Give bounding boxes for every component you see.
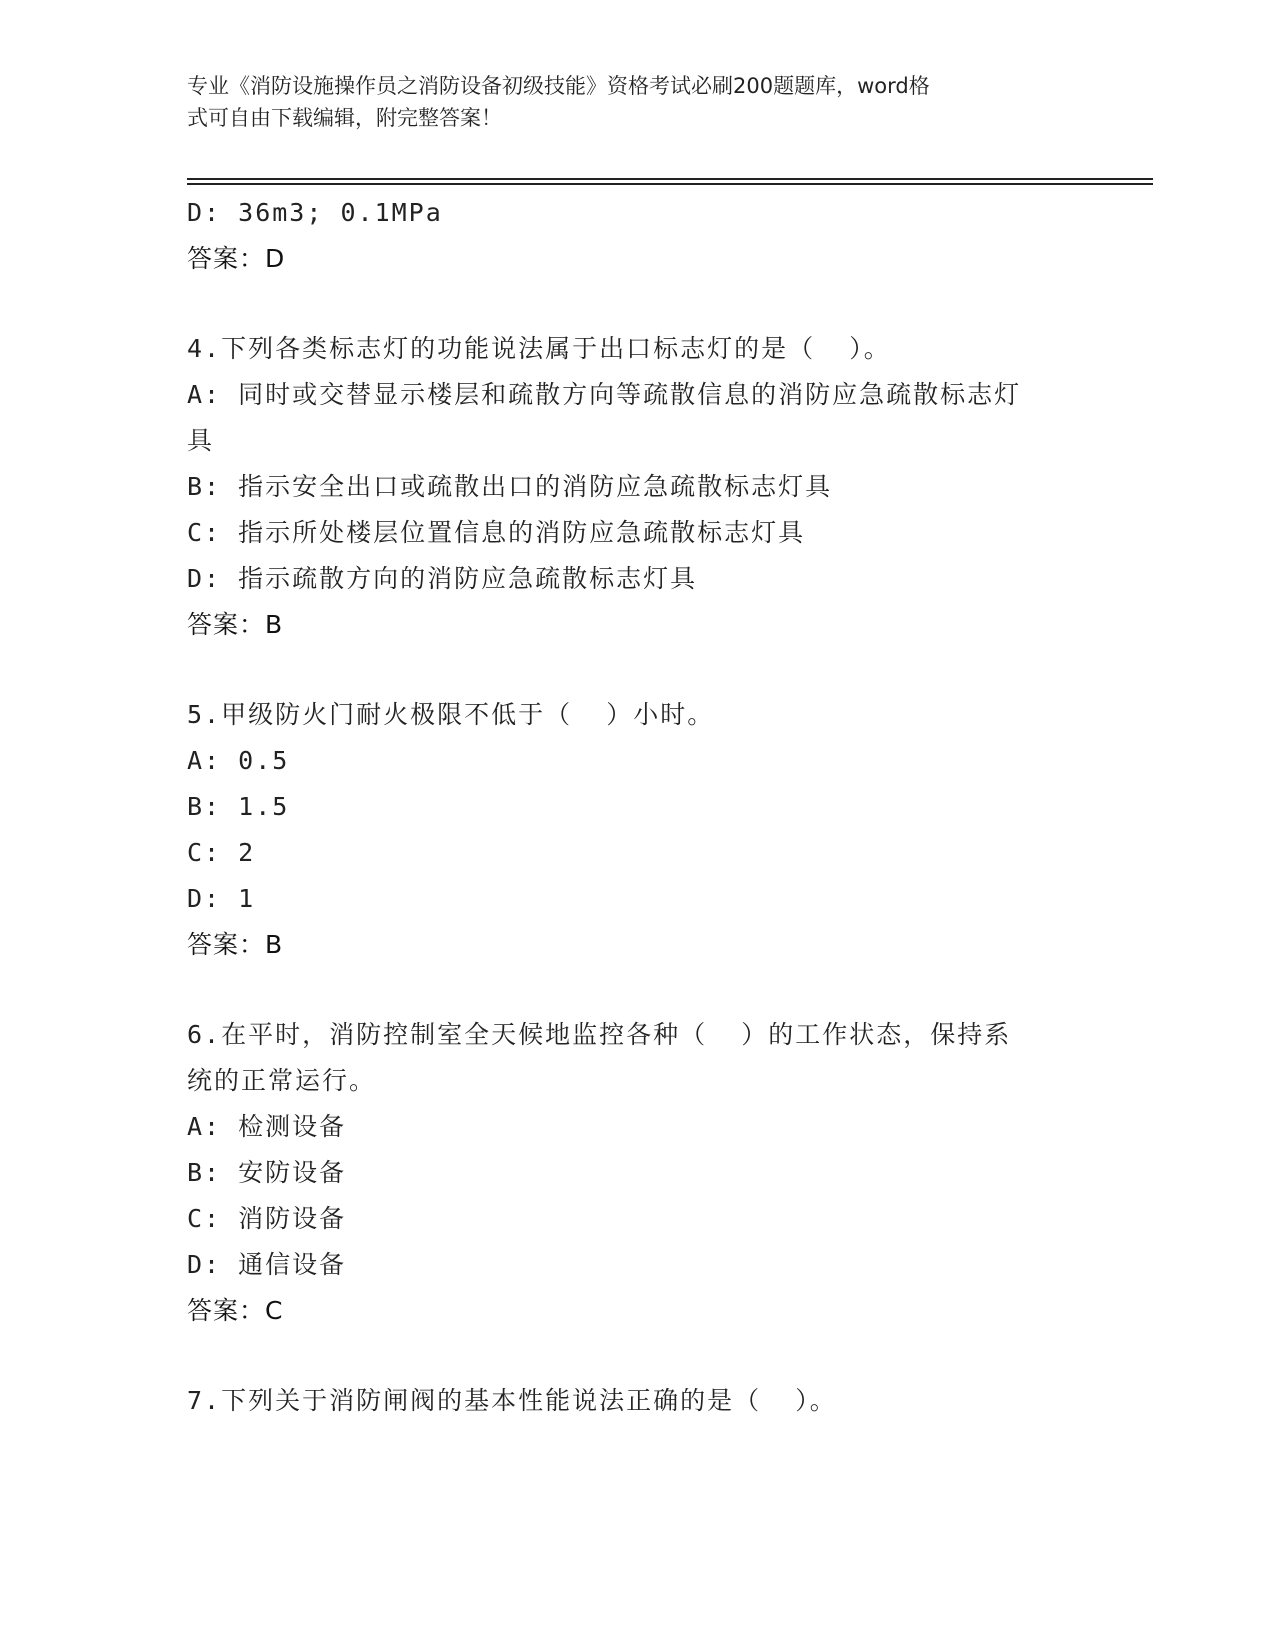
q4-option-b: B: 指示安全出口或疏散出口的消防应急疏散标志灯具 <box>187 472 833 501</box>
q5-answer: 答案：B <box>187 930 284 959</box>
q6-option-b: B: 安防设备 <box>187 1158 347 1187</box>
q6-option-c: C: 消防设备 <box>187 1204 347 1233</box>
q4-option-a-line-1: A: 同时或交替显示楼层和疏散方向等疏散信息的消防应急疏散标志灯 <box>187 380 1022 409</box>
document-body <box>187 190 1087 1424</box>
header-line-2: 式可自由下载编辑，附完整答案！ <box>187 106 502 130</box>
q5-option-c: C: 2 <box>187 838 256 867</box>
header-divider-bottom <box>187 183 1153 185</box>
q3-option-d: D: 36m3; 0.1MPa <box>187 198 443 227</box>
q5-option-a: A: 0.5 <box>187 746 290 775</box>
question-3-block <box>187 190 1087 282</box>
header-line-1: 专业《消防设施操作员之消防设备初级技能》资格考试必刷200题题库，word格 <box>187 74 930 98</box>
question-6-block <box>187 1012 1087 1334</box>
q6-option-a: A: 检测设备 <box>187 1112 347 1141</box>
header-divider-top <box>187 178 1153 180</box>
q7-question: 7.下列关于消防闸阀的基本性能说法正确的是（ ）。 <box>187 1386 837 1415</box>
question-4-block <box>187 326 1087 648</box>
question-7-block <box>187 1378 1087 1424</box>
q4-option-d: D: 指示疏散方向的消防应急疏散标志灯具 <box>187 564 698 593</box>
question-5-block <box>187 692 1087 968</box>
q4-option-a-line-2: 具 <box>187 426 215 455</box>
page-header <box>187 70 1067 134</box>
q4-question: 4.下列各类标志灯的功能说法属于出口标志灯的是（ ）。 <box>187 334 891 363</box>
q6-question-line-1: 6.在平时，消防控制室全天候地监控各种（ ）的工作状态，保持系 <box>187 1020 1012 1049</box>
q5-question: 5.甲级防火门耐火极限不低于（ ）小时。 <box>187 700 715 729</box>
q5-option-b: B: 1.5 <box>187 792 290 821</box>
q4-answer: 答案：B <box>187 610 284 639</box>
q6-option-d: D: 通信设备 <box>187 1250 347 1279</box>
q3-answer: 答案：D <box>187 244 286 273</box>
q6-answer: 答案：C <box>187 1296 284 1325</box>
q6-question-line-2: 统的正常运行。 <box>187 1066 377 1095</box>
q4-option-c: C: 指示所处楼层位置信息的消防应急疏散标志灯具 <box>187 518 806 547</box>
q5-option-d: D: 1 <box>187 884 256 913</box>
